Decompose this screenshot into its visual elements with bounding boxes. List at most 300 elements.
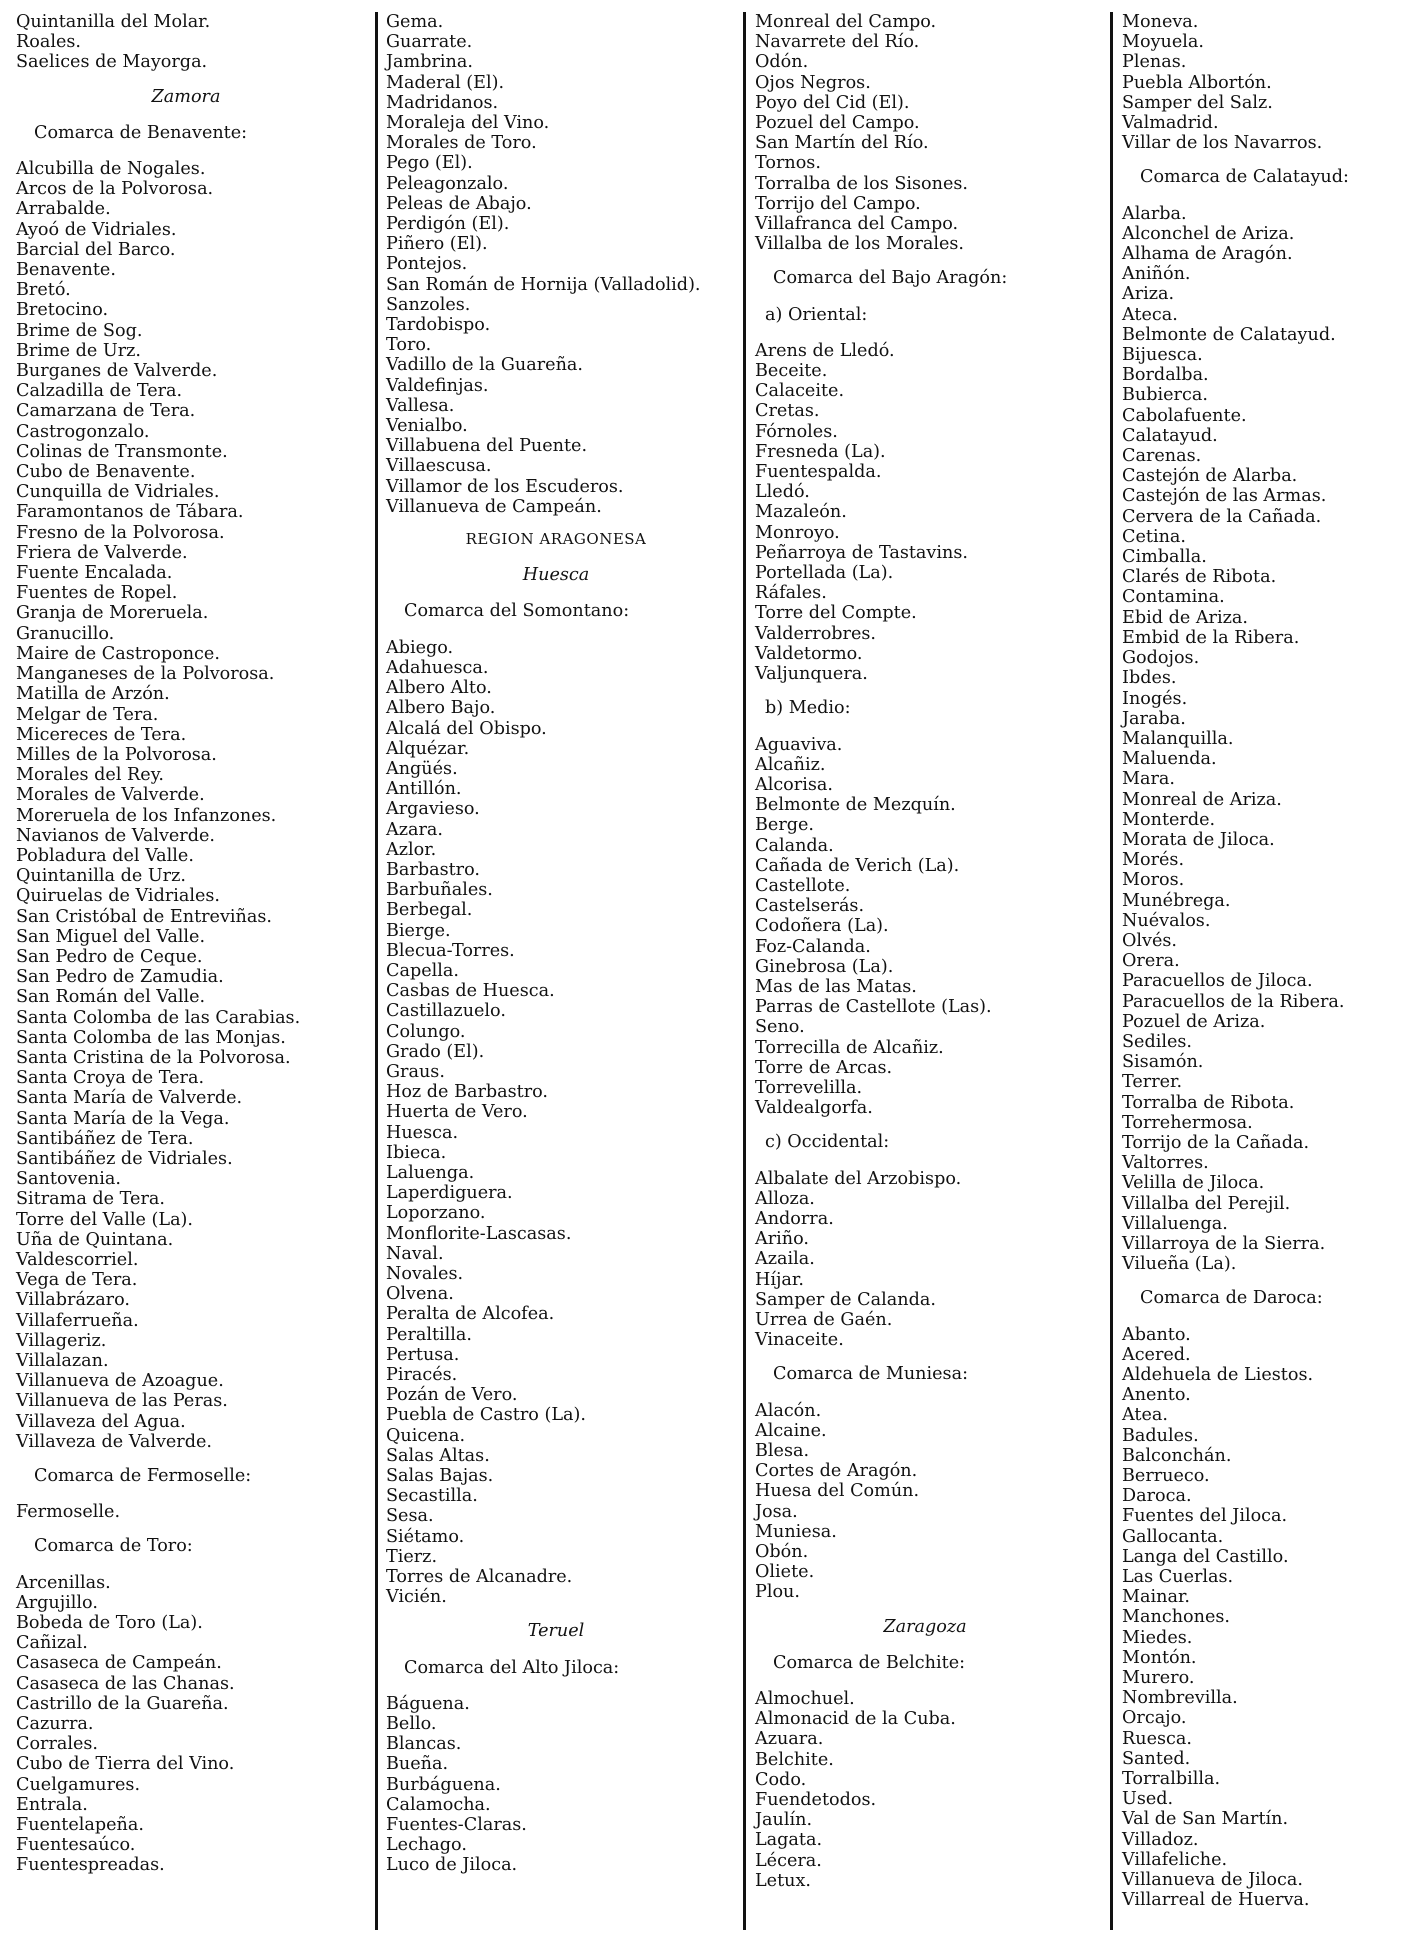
municipality-entry: Almonacid de la Cuba. [755,1709,956,1730]
municipality-entry: Siétamo. [386,1526,465,1547]
municipality-entry: Santed. [1122,1748,1191,1769]
municipality-entry: Santa María de Valverde. [16,1088,243,1109]
municipality-entry: Secastilla. [386,1486,478,1507]
municipality-entry: Fórnoles. [755,421,838,442]
municipality-entry: Bello. [386,1714,437,1735]
municipality-entry: Fuente Encalada. [16,563,173,584]
municipality-entry: Langa del Castillo. [1122,1546,1289,1567]
municipality-entry: Saelices de Mayorga. [16,52,208,73]
municipality-entry: Alarba. [1122,203,1187,224]
municipality-entry: Calaceite. [755,381,845,402]
subzone-heading: b) Medio: [765,698,851,719]
municipality-entry: Azuara. [755,1729,824,1750]
municipality-entry: Fuentelapeña. [16,1815,144,1836]
municipality-entry: Torralbilla. [1122,1769,1221,1790]
municipality-entry: Belchite. [755,1749,834,1770]
municipality-entry: Cimballa. [1122,547,1207,568]
municipality-entry: Torrehermosa. [1122,1112,1253,1133]
municipality-entry: Berbegal. [386,900,473,921]
municipality-entry: San Miguel del Valle. [16,926,206,947]
municipality-entry: Aniñón. [1122,264,1191,285]
municipality-entry: Mas de las Matas. [755,976,917,997]
municipality-entry: San Pedro de Zamudia. [16,967,224,988]
municipality-entry: Bubierca. [1122,385,1208,406]
municipality-entry: Tardobispo. [386,315,491,336]
municipality-entry: Valdescorriel. [16,1249,139,1270]
municipality-entry: Quicena. [386,1425,466,1446]
municipality-entry: Carenas. [1122,446,1202,467]
municipality-entry: Las Cuerlas. [1122,1567,1234,1588]
comarca-heading: Comarca de Toro: [34,1536,193,1557]
municipality-entry: Monreal del Campo. [755,12,937,32]
municipality-entry: Maire de Castroponce. [16,643,220,664]
municipality-entry: Monterde. [1122,809,1216,830]
municipality-entry: Anento. [1122,1385,1191,1406]
municipality-entry: Foz-Calanda. [755,936,871,957]
municipality-entry: Ojos Negros. [755,72,871,93]
municipality-entry: Muniesa. [755,1521,837,1542]
municipality-entry: Villabuena del Puente. [386,436,588,457]
municipality-entry: Lechago. [386,1835,467,1856]
municipality-entry: Ruesca. [1122,1728,1192,1749]
municipality-entry: Arens de Lledó. [755,340,895,361]
municipality-entry: Torre del Compte. [755,603,917,624]
municipality-entry: Belmonte de Calatayud. [1122,324,1336,345]
municipality-entry: Madridanos. [386,92,499,113]
municipality-entry: Bueña. [386,1754,449,1775]
municipality-entry: Cuelgamures. [16,1774,141,1795]
municipality-entry: Fuentespalda. [755,462,882,483]
municipality-entry: Cubo de Tierra del Vino. [16,1754,235,1775]
municipality-entry: Olvena. [386,1284,454,1305]
municipality-entry: Argavieso. [386,799,480,820]
municipality-entry: Contamina. [1122,587,1225,608]
municipality-entry: Grado (El). [386,1041,485,1062]
municipality-entry: Ariza. [1122,284,1175,305]
municipality-entry: Casbas de Huesca. [386,981,555,1002]
municipality-entry: Tierz. [386,1546,438,1567]
province-heading: Zaragoza [883,1616,967,1637]
municipality-entry: Parras de Castellote (Las). [755,997,992,1018]
municipality-entry: Alcubilla de Nogales. [16,159,206,180]
municipality-entry: Nombrevilla. [1122,1688,1238,1709]
municipality-entry: Navianos de Valverde. [16,825,215,846]
municipality-entry: Benavente. [16,260,116,281]
municipality-entry: Hoz de Barbastro. [386,1082,549,1103]
municipality-entry: Torrecilla de Alcañiz. [755,1037,944,1058]
municipality-entry: Ibieca. [386,1142,447,1163]
municipality-entry: Quintanilla del Molar. [16,12,211,32]
municipality-entry: Santovenia. [16,1169,121,1190]
municipality-entry: Torrijo del Campo. [755,193,921,214]
municipality-entry: Atea. [1122,1405,1168,1426]
municipality-entry: Castellote. [755,875,851,896]
municipality-entry: Sediles. [1122,1031,1193,1052]
municipality-entry: San Pedro de Ceque. [16,946,203,967]
municipality-entry: Manganeses de la Polvorosa. [16,664,275,685]
municipality-entry: Navarrete del Río. [755,32,920,53]
municipality-entry: Maluenda. [1122,749,1217,770]
municipality-entry: Berrueco. [1122,1466,1210,1487]
municipality-entry: Ebid de Ariza. [1122,607,1248,628]
municipality-entry: Terrer. [1122,1072,1183,1093]
municipality-entry: Jaulín. [755,1810,813,1831]
municipality-entry: Villarroya de la Sierra. [1122,1233,1326,1254]
municipality-entry: Monflorite-Lascasas. [386,1223,572,1244]
municipality-entry: Granucillo. [16,623,115,644]
comarca-heading: Comarca de Fermoselle: [34,1466,252,1487]
municipality-entry: Malanquilla. [1122,728,1234,749]
municipality-entry: Balconchán. [1122,1445,1232,1466]
municipality-entry: Samper del Salz. [1122,92,1273,113]
municipality-entry: Fuentes del Jiloca. [1122,1506,1288,1527]
municipality-entry: Alloza. [755,1188,815,1209]
municipality-entry: Fuentesaúco. [16,1835,136,1856]
municipality-entry: Morales de Valverde. [16,785,205,806]
municipality-entry: San Martín del Río. [755,133,929,154]
municipality-entry: Adahuesca. [386,657,489,678]
municipality-entry: Gema. [386,12,444,32]
municipality-entry: Monroyo. [755,522,840,543]
municipality-entry: Olvés. [1122,930,1178,951]
municipality-entry: Mara. [1122,769,1175,790]
municipality-entry: Aldehuela de Liestos. [1122,1365,1314,1385]
municipality-entry: Salas Bajas. [386,1466,494,1487]
municipality-entry: Fuentes de Ropel. [16,583,178,604]
municipality-entry: Azlor. [386,839,437,860]
municipality-entry: Barbuñales. [386,880,493,901]
subzone-heading: a) Oriental: [765,304,868,325]
municipality-entry: Graus. [386,1061,445,1082]
municipality-entry: Laluenga. [386,1162,475,1183]
municipality-entry: Peñarroya de Tastavins. [755,542,968,563]
comarca-heading: Comarca del Bajo Aragón: [773,268,1008,289]
municipality-entry: Salas Altas. [386,1445,490,1466]
municipality-entry: Vallesa. [386,395,455,416]
municipality-entry: Peraltilla. [386,1324,473,1345]
municipality-entry: Alconchel de Ariza. [1122,223,1295,244]
municipality-entry: Albalate del Arzobispo. [755,1168,962,1189]
municipality-entry: Valtorres. [1122,1153,1209,1174]
municipality-entry: Villanueva de Azoague. [16,1371,224,1392]
municipality-entry: Moraleja del Vino. [386,113,550,134]
municipality-entry: Murero. [1122,1668,1195,1689]
municipality-entry: Maderal (El). [386,72,505,93]
municipality-entry: Cortes de Aragón. [755,1461,918,1482]
municipality-entry: Valjunquera. [755,664,868,685]
municipality-entry: Morata de Jiloca. [1122,829,1275,850]
municipality-entry: Castejón de Alarba. [1122,466,1298,487]
subzone-heading: c) Occidental: [765,1132,890,1153]
municipality-entry: Pobladura del Valle. [16,845,194,866]
municipality-entry: San Román del Valle. [16,987,206,1008]
municipality-entry: Cañizal. [16,1633,88,1654]
municipality-entry: Alacón. [755,1400,822,1421]
municipality-entry: Camarzana de Tera. [16,401,196,422]
municipality-entry: Peleagonzalo. [386,173,509,194]
municipality-entry: Valderrobres. [755,623,876,644]
municipality-entry: Villaluenga. [1122,1213,1228,1234]
municipality-entry: Sitrama de Tera. [16,1189,165,1210]
municipality-entry: Orcajo. [1122,1708,1187,1729]
municipality-entry: Paracuellos de la Ribera. [1122,991,1345,1012]
municipality-entry: Santa María de la Vega. [16,1108,230,1129]
municipality-entry: Moneva. [1122,12,1199,32]
municipality-entry: Odón. [755,52,809,73]
municipality-entry: Alcañiz. [755,754,826,775]
municipality-entry: Antillón. [386,779,462,800]
municipality-entry: Bierge. [386,920,451,941]
comarca-heading: Comarca de Belchite: [773,1652,966,1673]
municipality-entry: Barbastro. [386,859,480,880]
municipality-entry: Matilla de Arzón. [16,684,170,705]
municipality-entry: Vadillo de la Guareña. [386,355,583,376]
municipality-entry: Cunquilla de Vidriales. [16,482,220,503]
municipality-entry: San Román de Hornija (Valladolid). [386,274,701,295]
municipality-entry: Cetina. [1122,526,1186,547]
municipality-entry: Blesa. [755,1441,810,1461]
comarca-heading: Comarca de Muniesa: [773,1364,969,1385]
municipality-entry: Burganes de Valverde. [16,361,218,382]
municipality-entry: Val de San Martín. [1122,1809,1289,1830]
municipality-entry: Mazaleón. [755,502,847,523]
municipality-entry: Obón. [755,1542,809,1563]
municipality-entry: Daroca. [1122,1486,1192,1507]
municipality-entry: Bretocino. [16,300,109,321]
municipality-entry: Torralba de los Sisones. [755,173,969,194]
municipality-entry: Pozuel de Ariza. [1122,1011,1266,1032]
municipality-entry: Pozuel del Campo. [755,113,920,134]
municipality-entry: Barcial del Barco. [16,239,176,260]
municipality-entry: Cervera de la Cañada. [1122,506,1322,527]
municipality-entry: Morés. [1122,850,1185,871]
municipality-entry: Toro. [386,335,432,356]
column-2 [386,12,726,1876]
municipality-entry: Micereces de Tera. [16,724,187,745]
municipality-entry: Torres de Alcanadre. [386,1567,573,1588]
municipality-entry: Roales. [16,32,81,53]
municipality-entry: Plenas. [1122,52,1187,73]
column-divider [375,12,378,1930]
municipality-entry: Quintanilla de Urz. [16,866,186,887]
municipality-entry: Velilla de Jiloca. [1122,1173,1265,1194]
municipality-entry: Torre de Arcas. [755,1057,893,1078]
municipality-entry: Puebla Albortón. [1122,72,1272,93]
municipality-entry: Valdealgorfa. [755,1098,873,1119]
municipality-entry: Calzadilla de Tera. [16,381,183,402]
municipality-entry: Arcenillas. [16,1572,111,1593]
municipality-entry: Moyuela. [1122,32,1204,53]
municipality-entry: Arrabalde. [16,199,111,220]
municipality-entry: Fresno de la Polvorosa. [16,522,225,543]
municipality-entry: Albero Bajo. [386,698,496,719]
municipality-entry: Ateca. [1122,304,1178,325]
municipality-entry: Angüés. [386,758,458,779]
municipality-entry: Munébrega. [1122,890,1231,911]
municipality-entry: Abanto. [1122,1324,1191,1345]
municipality-entry: Orera. [1122,951,1180,972]
municipality-entry: Manchones. [1122,1607,1230,1628]
municipality-entry: Villabrázaro. [16,1290,130,1311]
municipality-entry: Beceite. [755,361,828,382]
municipality-entry: Cazurra. [16,1714,94,1735]
municipality-entry: Pego (El). [386,153,473,174]
municipality-entry: Sesa. [386,1506,434,1527]
municipality-entry: Friera de Valverde. [16,542,188,563]
municipality-entry: Azaila. [755,1249,815,1270]
municipality-entry: Arcos de la Polvorosa. [16,179,214,200]
municipality-entry: Santa Colomba de las Carabias. [16,1007,301,1028]
municipality-entry: Villaveza de Valverde. [16,1431,212,1452]
municipality-entry: Corrales. [16,1734,99,1755]
column-divider [743,12,746,1930]
region-heading: REGION ARAGONESA [465,530,647,549]
municipality-entry: Villanueva de las Peras. [16,1391,228,1412]
municipality-entry: Alcalá del Obispo. [386,718,547,739]
comarca-heading: Comarca de Calatayud: [1140,167,1349,188]
municipality-entry: Casaseca de Campeán. [16,1653,222,1674]
municipality-entry: Bordalba. [1122,365,1209,386]
municipality-entry: Fuendetodos. [755,1790,877,1811]
municipality-entry: Oliete. [755,1562,815,1583]
municipality-entry: Samper de Calanda. [755,1289,936,1310]
municipality-entry: Villafranca del Campo. [755,214,959,235]
municipality-entry: Villafeliche. [1122,1849,1228,1870]
municipality-entry: Fermoselle. [16,1502,121,1523]
municipality-entry: Codoñera (La). [755,916,889,937]
municipality-entry: Santibáñez de Vidriales. [16,1148,233,1169]
comarca-heading: Comarca del Alto Jiloca: [404,1657,620,1678]
municipality-entry: Brime de Sog. [16,320,143,341]
municipality-entry: Milles de la Polvorosa. [16,744,217,765]
municipality-entry: Portellada (La). [755,563,894,584]
municipality-entry: Villadoz. [1122,1829,1199,1850]
municipality-entry: Santa Croya de Tera. [16,1068,205,1089]
municipality-entry: Torre del Valle (La). [16,1209,194,1230]
municipality-entry: Morales del Rey. [16,765,164,786]
municipality-entry: Berge. [755,815,815,836]
municipality-entry: Faramontanos de Tábara. [16,502,244,523]
municipality-entry: Sanzoles. [386,294,471,315]
municipality-entry: Mainar. [1122,1587,1191,1608]
municipality-entry: Inogés. [1122,688,1188,709]
municipality-entry: Pozán de Vero. [386,1385,518,1406]
municipality-entry: Bretó. [16,280,71,301]
municipality-entry: Used. [1122,1789,1174,1810]
municipality-entry: Villanueva de Jiloca. [1122,1870,1303,1891]
comarca-heading: Comarca de Daroca: [1140,1288,1323,1309]
municipality-entry: Sisamón. [1122,1052,1204,1073]
municipality-entry: Cabolafuente. [1122,405,1247,426]
municipality-entry: Alhama de Aragón. [1122,244,1293,265]
municipality-entry: Fresneda (La). [755,441,886,462]
comarca-heading: Comarca de Benavente: [34,122,248,143]
municipality-entry: Moros. [1122,870,1185,891]
municipality-entry: Villageriz. [16,1330,107,1351]
municipality-entry: Castelserás. [755,896,865,917]
municipality-entry: Híjar. [755,1269,804,1290]
municipality-entry: Castillazuelo. [386,1001,506,1022]
municipality-entry: Huesa del Común. [755,1481,920,1502]
municipality-entry: Alcaine. [755,1420,827,1441]
municipality-entry: Villalazan. [16,1351,109,1371]
column-3 [755,12,1095,1891]
municipality-entry: Vinaceite. [755,1330,844,1351]
municipality-entry: Capella. [386,960,459,981]
municipality-entry: Lécera. [755,1850,822,1871]
column-1 [16,12,356,1876]
municipality-entry: Blancas. [386,1734,462,1755]
municipality-entry: Báguena. [386,1693,470,1714]
municipality-entry: Santa Colomba de las Monjas. [16,1027,286,1048]
municipality-entry: Huesca. [386,1122,459,1143]
municipality-entry: Lledó. [755,482,810,503]
municipality-entry: Ariño. [755,1229,809,1250]
municipality-entry: Gallocanta. [1122,1526,1224,1547]
municipality-entry: Venialbo. [386,416,468,437]
municipality-entry: Naval. [386,1243,444,1264]
municipality-entry: Puebla de Castro (La). [386,1405,586,1426]
municipality-entry: Cubo de Benavente. [16,462,196,483]
municipality-entry: Villaescusa. [386,456,492,477]
municipality-entry: Monreal de Ariza. [1122,789,1282,810]
municipality-entry: Urrea de Gaén. [755,1309,893,1330]
municipality-entry: Calanda. [755,835,834,856]
municipality-entry: Embid de la Ribera. [1122,627,1300,648]
municipality-entry: Lagata. [755,1830,823,1851]
municipality-entry: Jaraba. [1122,708,1186,729]
municipality-entry: Clarés de Ribota. [1122,567,1277,588]
municipality-entry: Castrogonzalo. [16,421,150,442]
municipality-entry: Godojos. [1122,648,1200,669]
province-heading: Teruel [527,1621,585,1642]
column-divider [1110,12,1113,1930]
municipality-entry: Azara. [386,819,443,840]
municipality-entry: Villalba de los Morales. [755,234,965,255]
municipality-entry: Cañada de Verich (La). [755,855,960,876]
municipality-entry: Andorra. [755,1208,834,1229]
municipality-entry: Acered. [1122,1344,1191,1365]
municipality-entry: Pertusa. [386,1344,460,1365]
municipality-entry: Huerta de Vero. [386,1102,528,1123]
municipality-entry: Melgar de Tera. [16,704,159,725]
municipality-entry: Colinas de Transmonte. [16,441,228,462]
municipality-entry: San Cristóbal de Entreviñas. [16,906,272,927]
municipality-entry: Torrijo de la Cañada. [1122,1132,1310,1153]
municipality-entry: Santibáñez de Tera. [16,1128,194,1149]
municipality-entry: Valdefinjas. [386,375,489,396]
municipality-entry: Letux. [755,1870,812,1891]
municipality-entry: Paracuellos de Jiloca. [1122,971,1313,992]
municipality-entry: Nuévalos. [1122,910,1211,931]
municipality-entry: Argujillo. [16,1592,98,1613]
municipality-entry: Valmadrid. [1122,113,1219,134]
municipality-entry: Villanueva de Campeán. [386,496,602,517]
municipality-entry: Uña de Quintana. [16,1229,174,1250]
municipality-entry: Vilueña (La). [1122,1254,1237,1275]
municipality-entry: Tornos. [755,153,821,174]
municipality-entry: Badules. [1122,1425,1199,1446]
municipality-entry: Fuentes-Claras. [386,1815,527,1836]
municipality-entry: Seno. [755,1017,805,1038]
municipality-entry: Villamor de los Escuderos. [386,476,624,497]
municipality-entry: Piñero (El). [386,234,488,255]
municipality-entry: Vega de Tera. [16,1270,138,1291]
municipality-entry: Moreruela de los Infanzones. [16,805,277,826]
municipality-entry: Pontejos. [386,254,468,275]
municipality-entry: Albero Alto. [386,678,492,699]
municipality-entry: Ráfales. [755,583,827,604]
